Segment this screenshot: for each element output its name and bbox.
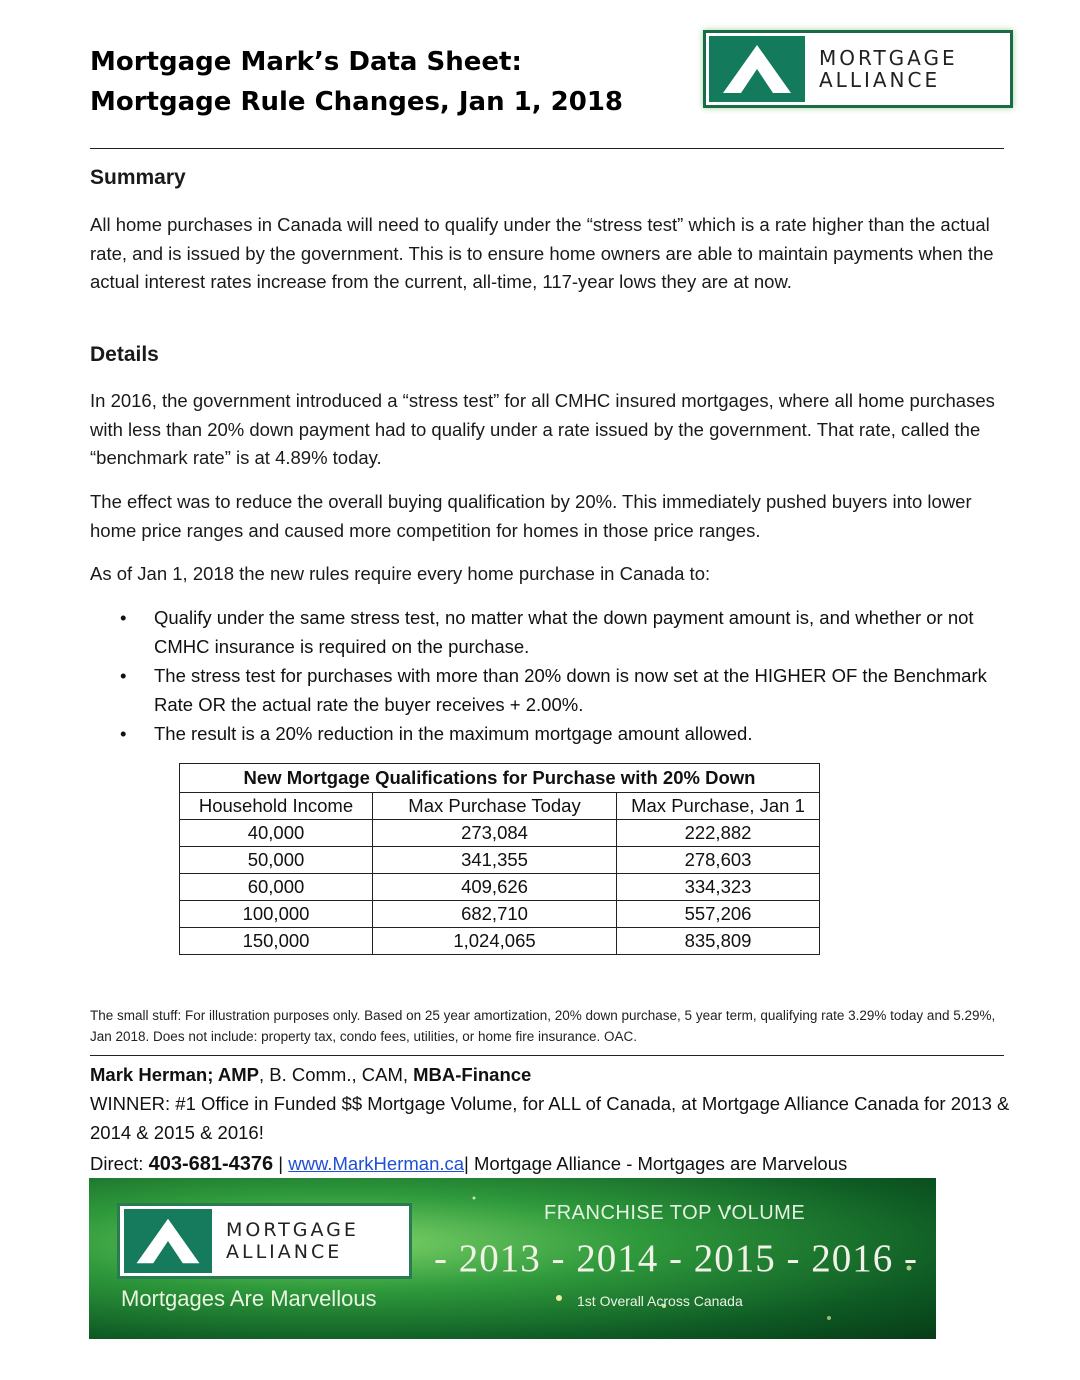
list-item: • The result is a 20% reduction in the maximum mortgage amount allowed. bbox=[120, 719, 1010, 748]
rules-bullet-list bbox=[120, 603, 1010, 748]
table-caption-row bbox=[180, 764, 820, 793]
table-cell: 1,024,065 bbox=[373, 928, 617, 955]
header-divider bbox=[90, 148, 1004, 149]
contact-separator: | bbox=[273, 1153, 289, 1174]
table-cell: 835,809 bbox=[617, 928, 820, 955]
table-cell: 557,206 bbox=[617, 901, 820, 928]
footer-divider bbox=[90, 1055, 1004, 1056]
website-link[interactable]: www.MarkHerman.ca bbox=[288, 1153, 465, 1174]
contact-tagline: | Mortgage Alliance - Mortgages are Marvelous bbox=[464, 1153, 848, 1174]
table-cell: 222,882 bbox=[617, 820, 820, 847]
table-row bbox=[180, 928, 820, 955]
table-row bbox=[180, 847, 820, 874]
list-item: • Qualify under the same stress test, no matter what the down payment amount is, and whether or not CMHC insurance is required on the purchase. bbox=[120, 603, 1010, 661]
signature-name: Mark Herman; AMP bbox=[90, 1064, 259, 1085]
bullet-icon: • bbox=[120, 723, 127, 744]
signature-mba: MBA-Finance bbox=[413, 1064, 532, 1085]
table-cell: 50,000 bbox=[180, 847, 373, 874]
table-row bbox=[180, 820, 820, 847]
signature-block bbox=[90, 1060, 1010, 1179]
table-cell: 682,710 bbox=[373, 901, 617, 928]
table-header-row bbox=[180, 793, 820, 820]
banner-logo-mark-icon bbox=[124, 1209, 212, 1273]
table-cell: 334,323 bbox=[617, 874, 820, 901]
details-paragraph-2: The effect was to reduce the overall buying qualification by 20%. This immediately pushed buyers into lower home price ranges and caused more competition for homes in those price ranges. bbox=[90, 491, 972, 541]
column-header-max-jan1: Max Purchase, Jan 1 bbox=[617, 793, 820, 820]
banner-tagline: Mortgages Are Marvellous bbox=[121, 1286, 377, 1311]
details-heading: Details bbox=[90, 343, 159, 366]
list-item: • The stress test for purchases with more than 20% down is now set at the HIGHER OF the Benchmark Rate OR the actual rate the buyer receives + 2.00%. bbox=[120, 661, 1010, 719]
small-print: The small stuff: For illustration purposes only. Based on 25 year amortization, 20% down purchase, 5 year term, qualifying rate 3.29% today and 5.29%, Jan 2018. Does not include: property tax, condo fees, utilities, or home fire insurance. OAC. bbox=[90, 1008, 996, 1044]
qualification-table bbox=[179, 763, 820, 955]
column-header-income: Household Income bbox=[180, 793, 373, 820]
table-cell: 100,000 bbox=[180, 901, 373, 928]
logo-text-line-1: MORTGAGE bbox=[819, 46, 958, 70]
banner-logo-line-1: MORTGAGE bbox=[226, 1219, 359, 1241]
details-paragraph-3: As of Jan 1, 2018 the new rules require every home purchase in Canada to: bbox=[90, 563, 711, 584]
signature-winner: WINNER: #1 Office in Funded $$ Mortgage Volume, for ALL of Canada, at Mortgage Alliance Canada for 2013 & 2014 & 2015 & 2016! bbox=[90, 1093, 1010, 1143]
table-cell: 273,084 bbox=[373, 820, 617, 847]
franchise-banner bbox=[89, 1178, 936, 1339]
table-caption: New Mortgage Qualifications for Purchase with 20% Down bbox=[180, 764, 820, 793]
phone-number[interactable]: 403-681-4376 bbox=[148, 1153, 274, 1175]
table-cell: 278,603 bbox=[617, 847, 820, 874]
summary-heading: Summary bbox=[90, 166, 186, 189]
table-cell: 409,626 bbox=[373, 874, 617, 901]
direct-label: Direct: bbox=[90, 1153, 149, 1174]
table-cell: 60,000 bbox=[180, 874, 373, 901]
signature-name-line bbox=[90, 1060, 1010, 1089]
page-title bbox=[90, 42, 623, 122]
title-line-1: Mortgage Mark’s Data Sheet: bbox=[90, 47, 522, 77]
mortgage-alliance-logo bbox=[703, 30, 1013, 108]
logo-mark-icon bbox=[709, 36, 805, 102]
bullet-icon: • bbox=[120, 665, 127, 686]
summary-text: All home purchases in Canada will need to qualify under the “stress test” which is a rate higher than the actual rate, and is issued by the government. This is to ensure home owners are able to maintain payments when the actual interest rates increase from the current, all-time, 117-year lows they are at now. bbox=[90, 214, 994, 292]
table-cell: 40,000 bbox=[180, 820, 373, 847]
table-cell: 150,000 bbox=[180, 928, 373, 955]
banner-sub-text: 1st Overall Across Canada bbox=[577, 1293, 743, 1309]
table-row bbox=[180, 874, 820, 901]
details-paragraph-1: In 2016, the government introduced a “stress test” for all CMHC insured mortgages, where all home purchases with less than 20% down payment had to qualify under a rate issued by the government. That rate, called the “benchmark rate” is at 4.89% today. bbox=[90, 390, 995, 468]
title-line-2: Mortgage Rule Changes, Jan 1, 2018 bbox=[90, 87, 624, 117]
banner-years: - 2013 - 2014 - 2015 - 2016 - bbox=[434, 1237, 918, 1280]
bullet-icon: • bbox=[120, 607, 127, 628]
table-cell: 341,355 bbox=[373, 847, 617, 874]
table-row bbox=[180, 901, 820, 928]
logo-text-line-2: ALLIANCE bbox=[819, 68, 941, 92]
banner-top-text: FRANCHISE TOP VOLUME bbox=[544, 1202, 806, 1224]
banner-logo-line-2: ALLIANCE bbox=[226, 1241, 343, 1263]
banner-logo bbox=[117, 1203, 412, 1279]
signature-contact-line bbox=[90, 1149, 1010, 1179]
signature-credentials: , B. Comm., CAM, bbox=[258, 1064, 414, 1085]
column-header-max-today: Max Purchase Today bbox=[373, 793, 617, 820]
